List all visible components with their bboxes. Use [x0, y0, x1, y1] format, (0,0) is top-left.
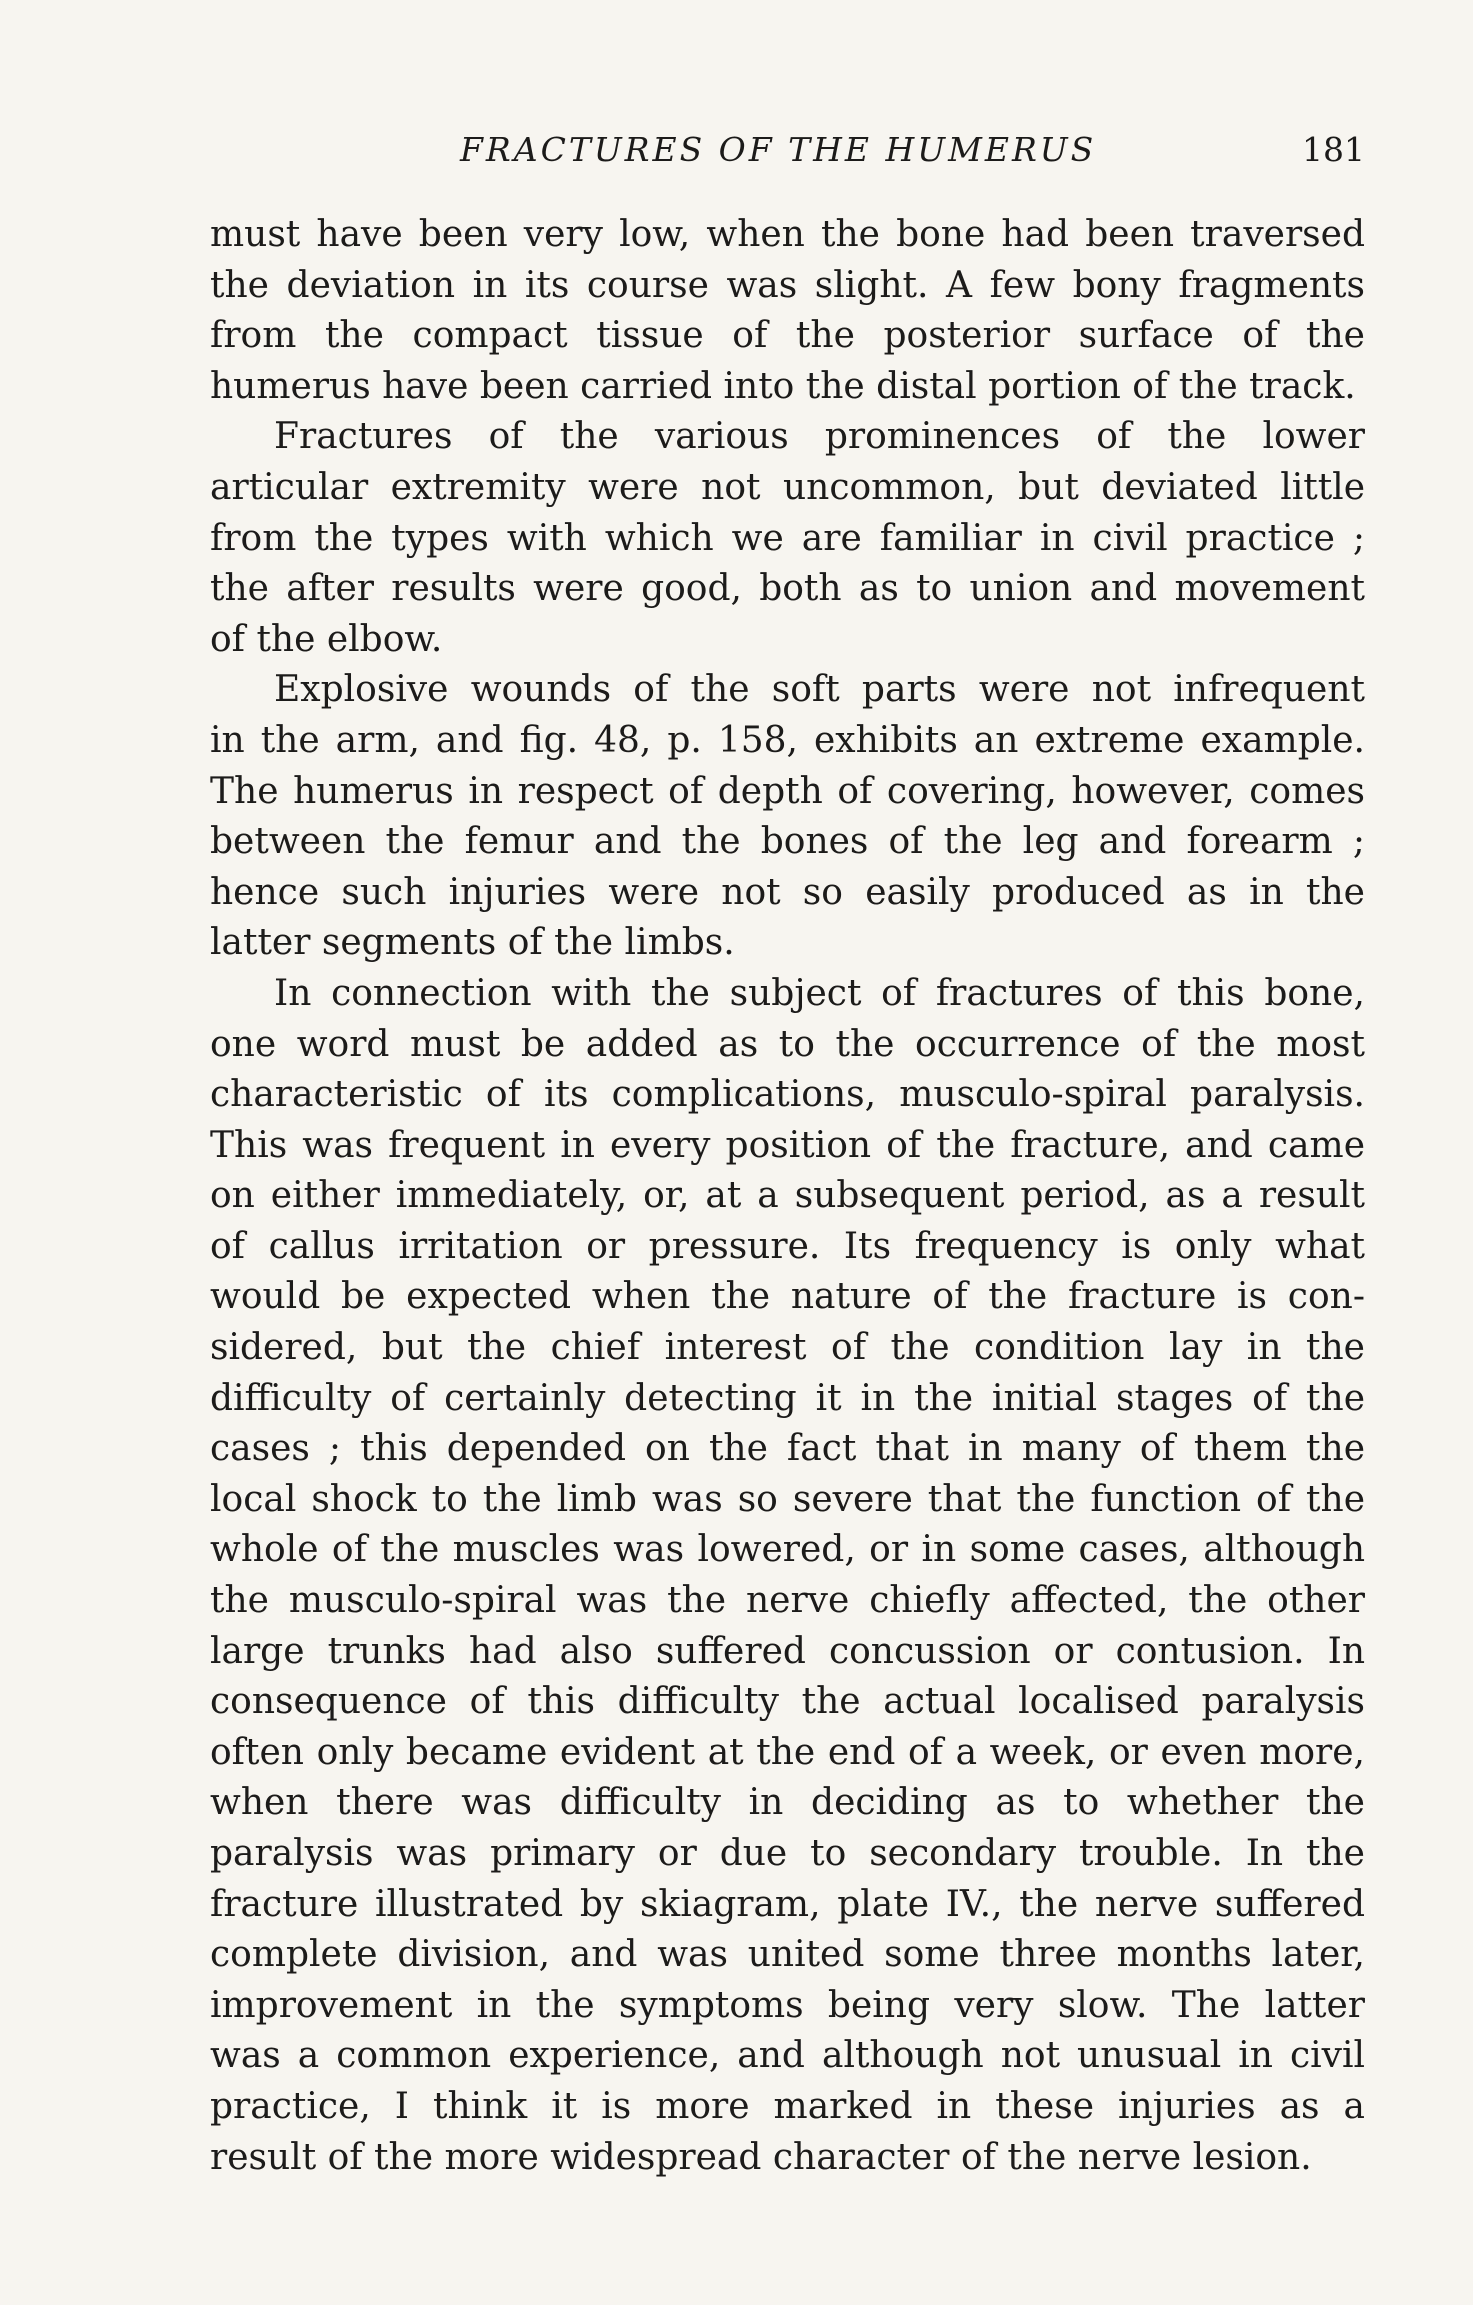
text-line: paralysis was primary or due to secondary trouble. In the — [210, 1833, 1365, 1874]
paragraph-3 — [210, 665, 1365, 969]
page-number: 181 — [1302, 130, 1365, 169]
text-line: result of the more widespread character of the nerve lesion. — [210, 2136, 1312, 2178]
text-line: would be expected when the nature of the fracture is con- — [210, 1276, 1365, 1318]
text-line: was a common experience, and although not unusual in civil — [210, 2035, 1365, 2077]
text-line: improvement in the symptoms being very slow. The latter — [210, 1984, 1365, 2026]
text-line: between the femur and the bones of the leg and forearm ; — [210, 821, 1365, 863]
text-line: humerus have been carried into the distal portion of the track. — [210, 365, 1356, 407]
paragraph-1 — [210, 210, 1365, 412]
paragraph-2 — [210, 412, 1365, 665]
text-line: fracture illustrated by skiagram, plate IV., the nerve suffered — [210, 1883, 1365, 1925]
text-line: practice, I think it is more marked in these injuries as a — [210, 2085, 1365, 2127]
text-line: when there was difficulty in deciding as to whether the — [210, 1782, 1365, 1824]
text-line: on either immediately, or, at a subsequent period, as a result — [210, 1175, 1365, 1217]
text-line: characteristic of its complications, musculo-spiral paralysis. — [210, 1074, 1365, 1116]
page-header — [210, 120, 1365, 180]
text-line: large trunks had also suffered concussion or contusion. In — [210, 1630, 1365, 1672]
text-line: latter segments of the limbs. — [210, 922, 735, 964]
text-line: from the compact tissue of the posterior surface of the — [210, 315, 1365, 357]
text-line: hence such injuries were not so easily produced as in the — [210, 871, 1365, 913]
text-line: Explosive wounds of the soft parts were not infrequent — [274, 669, 1365, 711]
text-line: of the elbow. — [210, 618, 443, 660]
text-line: often only became evident at the end of a week, or even more, — [210, 1731, 1365, 1773]
text-line: sidered, but the chief interest of the condition lay in the — [210, 1327, 1365, 1369]
text-line: articular extremity were not uncommon, but deviated little — [210, 466, 1365, 508]
text-line: Fractures of the various prominences of the lower — [274, 416, 1365, 458]
running-title: FRACTURES OF THE HUMERUS — [460, 130, 1097, 169]
text-line: the after results were good, both as to union and movement — [210, 568, 1365, 610]
text-line: local shock to the limb was so severe that the function of the — [210, 1478, 1365, 1520]
text-line: the musculo-spiral was the nerve chiefly affected, the other — [210, 1580, 1365, 1622]
text-line: The humerus in respect of depth of covering, however, comes — [210, 770, 1365, 812]
text-line: from the types with which we are familiar in civil practice ; — [210, 517, 1365, 559]
text-line: This was frequent in every position of the fracture, and came — [210, 1124, 1365, 1166]
text-line: difficulty of certainly detecting it in the initial stages of the — [210, 1377, 1365, 1419]
text-line: of callus irritation or pressure. Its frequency is only what — [210, 1225, 1365, 1267]
text-line: the deviation in its course was slight. A few bony fragments — [210, 264, 1365, 306]
text-line: must have been very low, when the bone had been traversed — [210, 214, 1365, 255]
text-line: In connection with the subject of fractures of this bone, — [274, 972, 1365, 1014]
text-line: cases ; this depended on the fact that in many of them the — [210, 1428, 1365, 1470]
text-line: complete division, and was united some three months later, — [210, 1934, 1365, 1976]
body-text — [210, 210, 1365, 2183]
text-line: consequence of this difficulty the actual localised paralysis — [210, 1681, 1365, 1723]
text-line: in the arm, and fig. 48, p. 158, exhibits an extreme example. — [210, 719, 1365, 761]
paragraph-4 — [210, 969, 1365, 2183]
text-line: one word must be added as to the occurrence of the most — [210, 1023, 1365, 1065]
text-line: whole of the muscles was lowered, or in some cases, although — [210, 1529, 1365, 1571]
